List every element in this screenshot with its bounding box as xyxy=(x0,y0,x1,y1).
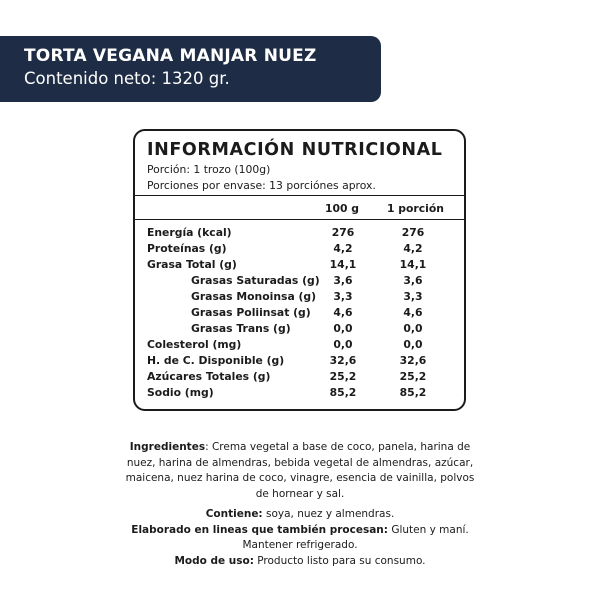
usage-label: Modo de uso: xyxy=(174,554,254,567)
value-100g: 0,0 xyxy=(333,338,353,351)
contains-text: soya, nuez y almendras. xyxy=(262,508,395,520)
value-portion: 4,6 xyxy=(403,306,423,319)
value-100g: 32,6 xyxy=(329,354,357,367)
nutrition-row xyxy=(135,370,464,386)
value-100g: 0,0 xyxy=(333,322,353,335)
processed-line xyxy=(120,523,480,539)
nutrition-row xyxy=(135,258,464,274)
value-portion: 276 xyxy=(401,226,425,239)
usage-text: Producto listo para su consumo. xyxy=(253,554,426,567)
nutrition-row xyxy=(135,322,464,338)
nutrient-label: Energía (kcal) xyxy=(147,226,232,239)
nutrient-label: Sodio (mg) xyxy=(147,386,214,399)
nutrition-row xyxy=(135,338,464,354)
product-title: TORTA VEGANA MANJAR NUEZ xyxy=(24,46,317,66)
nutrition-row xyxy=(135,386,464,402)
ingredients-text: : Crema vegetal a base de coco, panela, harina de nuez, harina de almendras, bebida vegetal de almendras, azúcar, maicena, nuez harina de coco, vinagre, esencia de vainilla, polvos de hornear y sal. xyxy=(125,441,475,500)
value-portion: 14,1 xyxy=(399,258,427,271)
nutrition-row xyxy=(135,354,464,370)
value-portion: 3,6 xyxy=(403,274,423,287)
usage-line xyxy=(120,554,480,570)
allergen-info xyxy=(120,507,480,569)
nutrition-row xyxy=(135,226,464,242)
contains-label: Contiene: xyxy=(205,508,263,520)
nutrient-label: Grasas Monoinsa (g) xyxy=(191,290,317,303)
divider xyxy=(135,219,464,220)
nutrient-label: H. de C. Disponible (g) xyxy=(147,354,285,367)
value-100g: 3,3 xyxy=(333,290,353,303)
nutrient-label: Grasas Trans (g) xyxy=(191,322,291,335)
contains-line xyxy=(120,507,480,523)
value-portion: 0,0 xyxy=(403,322,423,335)
value-100g: 25,2 xyxy=(329,370,357,383)
ingredients-label: Ingredientes xyxy=(129,441,206,453)
ingredients-paragraph xyxy=(120,440,480,502)
processed-text: Gluten y maní. xyxy=(387,523,469,536)
value-100g: 14,1 xyxy=(329,258,357,271)
column-header-portion: 1 porción xyxy=(387,202,444,215)
value-portion: 85,2 xyxy=(399,386,427,399)
column-header-100g: 100 g xyxy=(325,202,360,215)
product-banner xyxy=(0,36,381,102)
nutrition-row xyxy=(135,274,464,290)
storage-line: Mantener refrigerado. xyxy=(242,539,358,551)
value-100g: 4,6 xyxy=(333,306,353,319)
value-portion: 0,0 xyxy=(403,338,423,351)
nutrition-row xyxy=(135,306,464,322)
value-100g: 276 xyxy=(331,226,355,239)
processed-label: Elaborado en lineas que también procesan: xyxy=(131,523,388,536)
net-content: Contenido neto: 1320 gr. xyxy=(24,69,230,88)
nutrition-facts-panel xyxy=(133,129,466,411)
servings-per-container: Porciones por envase: 13 porciónes aprox. xyxy=(147,179,376,192)
nutrient-label: Proteínas (g) xyxy=(147,242,227,255)
value-100g: 85,2 xyxy=(329,386,357,399)
portion-size: Porción: 1 trozo (100g) xyxy=(147,163,271,176)
value-100g: 3,6 xyxy=(333,274,353,287)
value-portion: 4,2 xyxy=(403,242,423,255)
value-portion: 3,3 xyxy=(403,290,423,303)
nutrition-row xyxy=(135,242,464,258)
nutrient-label: Colesterol (mg) xyxy=(147,338,242,351)
nutrition-title: INFORMACIÓN NUTRICIONAL xyxy=(147,140,443,160)
divider xyxy=(135,195,464,196)
value-100g: 4,2 xyxy=(333,242,353,255)
nutrient-label: Grasas Saturadas (g) xyxy=(191,274,320,287)
nutrient-label: Grasas Poliinsat (g) xyxy=(191,306,311,319)
value-portion: 25,2 xyxy=(399,370,427,383)
nutrient-label: Grasa Total (g) xyxy=(147,258,237,271)
value-portion: 32,6 xyxy=(399,354,427,367)
nutrition-row xyxy=(135,290,464,306)
nutrient-label: Azúcares Totales (g) xyxy=(147,370,271,383)
